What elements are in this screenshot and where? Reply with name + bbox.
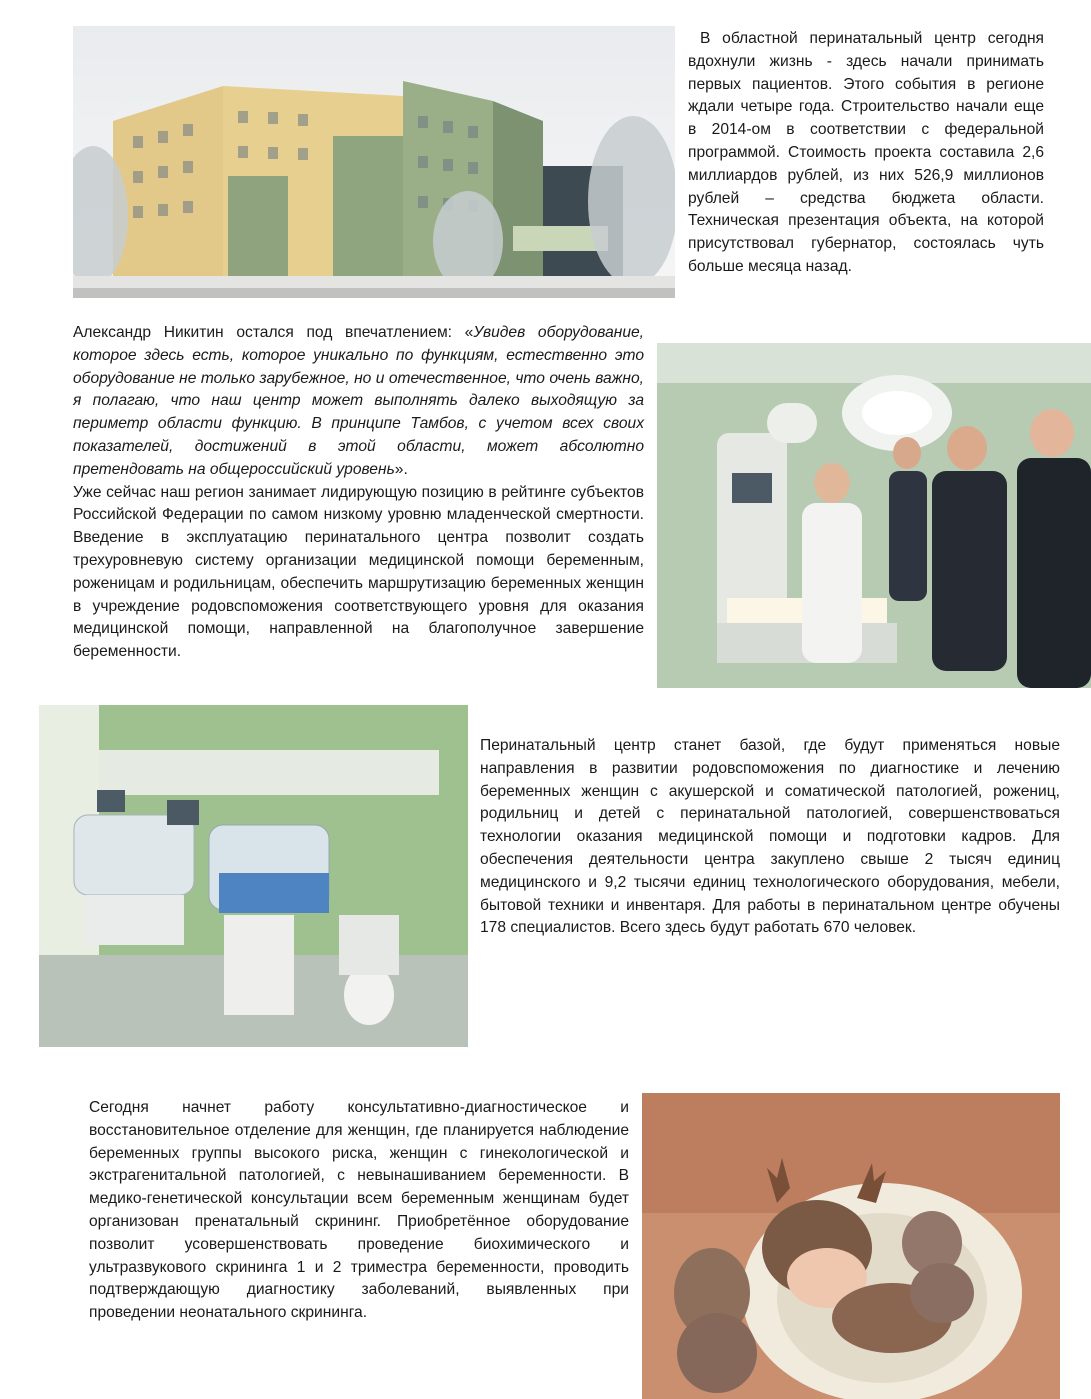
section2-paragraph: Уже сейчас наш регион занимает лидирующую позицию в рейтинге субъектов Российской Федерации по самом низкому уровню младенческой смертности. Введение в эксплуатацию перинатального центра позволит создать трехуровневую систему организации медицинской помощи беременным, роженицам и родильницам, обеспечить маршрутизацию беременных женщин в учреждение родовспоможения соответствующего уровня для оказания медицинской помощи, направленной на благополучное завершение беременности. bbox=[73, 483, 644, 661]
section4-paragraph: Сегодня начнет работу консультативно-диагностическое и восстановительное отделение для женщин, где планируется наблюдение беременных группы высокого риска, женщин с гинекологической и экстрагенитальной патологией, с невынашиванием беременности. В медико-генетической консультации всем беременным женщинам будет организован пренатальный скрининг. Приобретённое оборудование позволит усовершенствовать проведение биохимического и ультразвукового скрининга 1 и 2 триместра беременности, проводить подтверждающую диагностику заболеваний, выявленных при проведении неонатального скрининга. bbox=[89, 1099, 629, 1322]
quote-end: ». bbox=[394, 460, 408, 478]
section4-text-block bbox=[89, 1097, 629, 1325]
governor-quote: Увидев оборудование, которое здесь есть, которое уникально по функциям, естественно это оборудование не только зарубежное, но и отечественное, что очень важно, я полагаю, что наш центр может выполнять далеко выходящую за периметр области функцию. В принципе Тамбов, с учетом всех своих показателей, достижений в этой области, может абсолютно претендовать на общероссийский уровень bbox=[73, 324, 644, 478]
section3-paragraph: Перинатальный центр станет базой, где будут применяться новые направления в развитии родовспоможения по диагностике и лечению беременных женщин с акушерской и соматической патологией, рожениц, родильниц и детей с перинатальной патологией, совершенствоваться технологии оказания медицинской помощи и подготовки кадров. Для обеспечения деятельности центра закуплено свыше 2 тысяч единиц медицинского и 9,2 тысячи единиц технологического оборудования, мебели, бытовой техники и инвентаря. Для работы в перинатальном центре обучены 178 специалистов. Всего здесь будут работать 670 человек. bbox=[480, 737, 1060, 937]
section1-paragraph: В областной перинатальный центр сегодня вдохнули жизнь - здесь начали принимать первых пациентов. Этого события в регионе ждали четыре года. Строительство начали еще в 2014-ом в соответствии с федеральной программой. Стоимость проекта составила 2,6 миллиардов рублей, из них 526,9 миллионов рублей – средства бюджета области. Техническая презентация объекта, на которой присутствовал губернатор, состоялась чуть больше месяца назад. bbox=[688, 30, 1044, 275]
newborn-photo bbox=[642, 1093, 1060, 1399]
quote-paragraph bbox=[73, 322, 644, 482]
quote-intro: Александр Никитин остался под впечатлением: « bbox=[73, 324, 474, 341]
section1-text-block bbox=[688, 28, 1044, 279]
section2-text-block bbox=[73, 322, 644, 664]
officials-equipment-photo bbox=[657, 343, 1091, 688]
building-photo bbox=[73, 26, 675, 298]
neonatal-equipment-photo bbox=[39, 705, 468, 1047]
section3-text-block bbox=[480, 735, 1060, 940]
